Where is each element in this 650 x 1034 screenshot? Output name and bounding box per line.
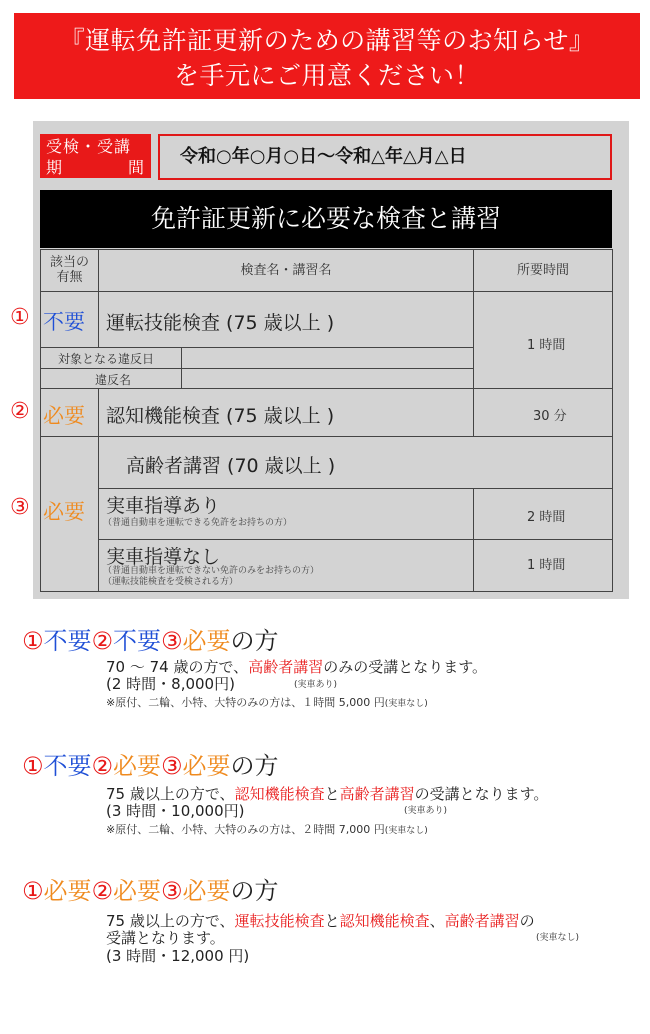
case-2-num-2: ② — [91, 752, 114, 780]
case-3-description — [106, 913, 535, 930]
case-2-desc-a: 75 歳以上の方で、 — [106, 785, 235, 803]
row2-name: 認知機能検査 (75 歳以上 ) — [106, 405, 335, 427]
row1-status: 不要 — [43, 310, 85, 334]
case-3-desc-highlight-3: 高齢者講習 — [444, 912, 520, 930]
case-2-desc-b: の受講となります。 — [414, 785, 549, 803]
table-title: 免許証更新に必要な検査と講習 — [40, 190, 612, 248]
case-3-num-1: ① — [22, 877, 44, 905]
case-1-num-3: ③ — [161, 627, 183, 655]
case-1-desc-highlight: 高齢者講習 — [248, 658, 324, 676]
case-1-note — [106, 694, 428, 710]
case-1-suffix: の方 — [230, 627, 279, 655]
notice-banner — [14, 13, 640, 99]
case-3-desc-b: の — [519, 912, 535, 930]
case-2-price: (3 時間・10,000円) — [106, 802, 245, 820]
case-1-note-text: ※原付、二輪、小特、大特のみの方は、１時間 5,000 円 — [106, 696, 385, 709]
row3-opt2-time: 1 時間 — [527, 558, 566, 573]
row3-status: 必要 — [43, 500, 85, 524]
header-applicable-line-1: 該当の — [49, 255, 89, 270]
case-3-price: (3 時間・12,000 円) — [106, 947, 250, 965]
header-time: 所要時間 — [473, 249, 613, 292]
header-applicable — [40, 249, 99, 292]
row2-time: 30 分 — [533, 409, 567, 424]
case-2-num-1: ① — [22, 752, 44, 780]
row1-time: 1 時間 — [527, 338, 566, 353]
case-1-num-2: ② — [91, 627, 114, 655]
case-2-description — [106, 786, 548, 803]
case-2-desc-mid: と — [324, 785, 340, 803]
row3-opt1-time: 2 時間 — [527, 510, 566, 525]
case-3-status-3: 必要 — [182, 877, 231, 905]
row3-number: ③ — [10, 495, 30, 520]
case-2-note — [106, 821, 428, 837]
period-label-line-1: 受検・受講 — [46, 137, 132, 156]
case-3-desc-highlight-2: 認知機能検査 — [339, 912, 430, 930]
case-1-note-tag: (実車なし) — [384, 699, 428, 709]
case-3-desc-mid-2: 、 — [429, 912, 445, 930]
row2-status: 必要 — [43, 404, 85, 428]
row1-number: ① — [10, 305, 30, 330]
period-label-char-b: 間 — [127, 158, 145, 177]
case-1-description — [106, 659, 487, 676]
case-1-title — [22, 621, 279, 656]
case-3-status-1: 必要 — [43, 877, 92, 905]
banner-line-2: を手元にご用意ください！ — [173, 61, 480, 90]
case-2-desc-highlight-1: 認知機能検査 — [234, 785, 325, 803]
case-2-note-text: ※原付、二輪、小特、大特のみの方は、２時間 7,000 円 — [106, 823, 385, 836]
case-3-title — [22, 871, 279, 906]
row3-opt1-name: 実車指導あり — [106, 495, 221, 517]
case-3-desc-highlight-1: 運転技能検査 — [234, 912, 325, 930]
row1-sub2-value-cell — [181, 368, 474, 389]
header-name: 検査名・講習名 — [98, 249, 474, 292]
row1-name: 運転技能検査 (75 歳以上 ) — [106, 312, 335, 334]
case-1-status-3: 必要 — [182, 627, 231, 655]
case-1-status-2: 不要 — [113, 627, 162, 655]
period-label — [40, 134, 151, 178]
row3-opt1-note: （普通自動車を運転できる免許をお持ちの方） — [103, 518, 293, 528]
case-2-status-2: 必要 — [113, 752, 162, 780]
banner-line-1: 『運転免許証更新のための講習等のお知らせ』 — [59, 26, 595, 55]
case-3-suffix: の方 — [230, 877, 279, 905]
case-2-desc-highlight-2: 高齢者講習 — [339, 785, 415, 803]
case-2-status-1: 不要 — [43, 752, 92, 780]
case-1-desc-b: のみの受講となります。 — [323, 658, 488, 676]
header-applicable-line-2: 有無 — [56, 270, 83, 285]
case-2-title — [22, 746, 279, 781]
case-1-desc-a: 70 ～ 74 歳の方で、 — [106, 658, 249, 676]
case-3-num-3: ③ — [161, 877, 183, 905]
case-3-desc-mid: と — [324, 912, 340, 930]
case-1-num-1: ① — [22, 627, 44, 655]
case-3-status-2: 必要 — [113, 877, 162, 905]
case-1-status-1: 不要 — [43, 627, 92, 655]
row3-name: 高齢者講習 (70 歳以上 ) — [126, 455, 336, 477]
row1-sub1-value-cell — [181, 347, 474, 369]
case-1-tag: (実車あり) — [294, 680, 338, 690]
case-2-note-tag: (実車なし) — [384, 826, 428, 836]
case-3-desc-a: 75 歳以上の方で、 — [106, 912, 235, 930]
row3-opt2-note-2: （運転技能検査を受検される方） — [103, 577, 239, 587]
case-1-price: (2 時間・8,000円) — [106, 675, 235, 693]
case-3-num-2: ② — [91, 877, 114, 905]
row3-opt2-note-1: （普通自動車を運転できない免許のみをお持ちの方） — [103, 566, 320, 576]
case-3-tag: (実車なし) — [536, 933, 580, 943]
row2-number: ② — [10, 399, 30, 424]
case-2-suffix: の方 — [230, 752, 279, 780]
row1-sub1-label: 対象となる違反日 — [58, 352, 155, 366]
row1-sub2-label: 違反名 — [95, 373, 132, 387]
row3-opt2-name: 実車指導なし — [106, 546, 221, 568]
case-3-description-line-2: 受講となります。 — [106, 929, 225, 947]
period-label-char-a: 期 — [46, 158, 64, 177]
period-label-line-2 — [46, 157, 145, 178]
period-value: 令和○年○月○日～令和△年△月△日 — [158, 134, 612, 180]
case-2-tag: (実車あり) — [404, 806, 448, 816]
case-2-status-3: 必要 — [182, 752, 231, 780]
case-2-num-3: ③ — [161, 752, 183, 780]
